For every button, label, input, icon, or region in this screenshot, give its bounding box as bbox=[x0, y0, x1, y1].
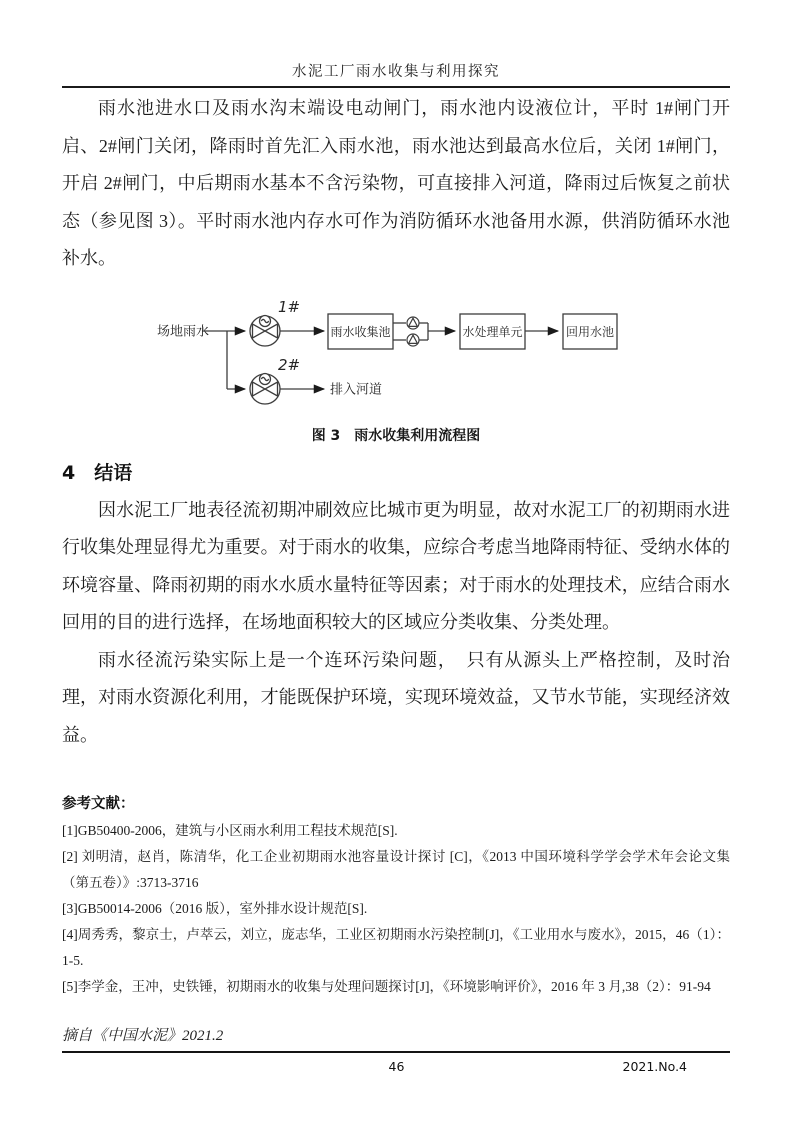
treatment-unit-label: 水处理单元 bbox=[462, 324, 523, 339]
reuse-pool-label: 回用水池 bbox=[565, 324, 615, 339]
reference-item: [3]GB50014-2006（2016 版），室外排水设计规范[S]. bbox=[62, 901, 368, 916]
paragraph-intro: 雨水池进水口及雨水沟末端设电动闸门，雨水池内设液位计，平时 1#闸门开启、2#闸门关闭，降雨时首先汇入雨水池，雨水池达到最高水位后，关闭 1#闸门，开启 2#闸门，中后期雨水基本不含污染物，可直接排入河道，降雨过后恢复之前状态（参见图 3）。平时雨水池内存水可作为消防循环水池备用水源，供消防循环水池补水。 bbox=[62, 98, 730, 268]
river-outlet-label: 排入河道 bbox=[330, 381, 383, 396]
running-header bbox=[62, 60, 730, 88]
references-section bbox=[62, 792, 730, 1000]
valve-2-label: 2# bbox=[278, 355, 301, 374]
running-title: 水泥工厂雨水收集与利用探究 bbox=[292, 64, 500, 80]
flow-diagram bbox=[140, 291, 660, 415]
flow-diagram-wrap bbox=[140, 291, 730, 420]
figure-3 bbox=[62, 291, 730, 445]
valve-2-icon bbox=[250, 373, 280, 404]
valve-1-label: 1# bbox=[278, 297, 301, 316]
section-heading: 4 结语 bbox=[62, 461, 133, 484]
conclusion-paragraph-2: 雨水径流污染实际上是一个连环污染问题， 只有从源头上严格控制，及时治理，对雨水资源化利用，才能既保护环境，实现环境效益，又节水节能，实现经济效益。 bbox=[62, 649, 730, 745]
references-heading: 参考文献： bbox=[62, 796, 135, 812]
reference-item: [2] 刘明清，赵肖，陈清华，化工企业初期雨水池容量设计探讨 [C]，《2013 中国环境科学学会学术年会论文集（第五卷）》:3713-3716 bbox=[62, 849, 730, 890]
reference-item: [1]GB50400-2006，建筑与小区雨水利用工程技术规范[S]. bbox=[62, 823, 398, 838]
reference-item: [4]周秀秀，黎京士，卢萃云，刘立，庞志华，工业区初期雨水污染控制[J]，《工业用水与废水》，2015，46（1）：1-5. bbox=[62, 927, 730, 968]
source-note: 摘自《中国水泥》2021.2 bbox=[62, 1028, 224, 1044]
reference-item: [5]李学金，王冲，史铁锤，初期雨水的收集与处理问题探讨[J]，《环境影响评价》，2016 年 3 月,38（2）：91-94 bbox=[62, 979, 711, 994]
page-number: 46 bbox=[388, 1059, 405, 1074]
collection-pool-label: 雨水收集池 bbox=[330, 324, 391, 339]
valve-1-icon bbox=[250, 315, 280, 346]
header-rule bbox=[62, 86, 730, 88]
footer-rule bbox=[62, 1051, 730, 1053]
conclusion-paragraph-1: 因水泥工厂地表径流初期冲刷效应比城市更为明显，故对水泥工厂的初期雨水进行收集处理显得尤为重要。对于雨水的收集，应综合考虑当地降雨特征、受纳水体的环境容量、降雨初期的雨水水质水量特征等因素；对于雨水的处理技术，应结合雨水回用的目的进行选择，在场地面积较大的区域应分类收集、分类处理。 bbox=[62, 499, 730, 632]
figure-caption: 图 3 雨水收集利用流程图 bbox=[311, 427, 481, 444]
source-label: 场地雨水 bbox=[157, 323, 210, 338]
pump-icons bbox=[407, 317, 419, 346]
issue-number: 2021.No.4 bbox=[622, 1059, 687, 1074]
